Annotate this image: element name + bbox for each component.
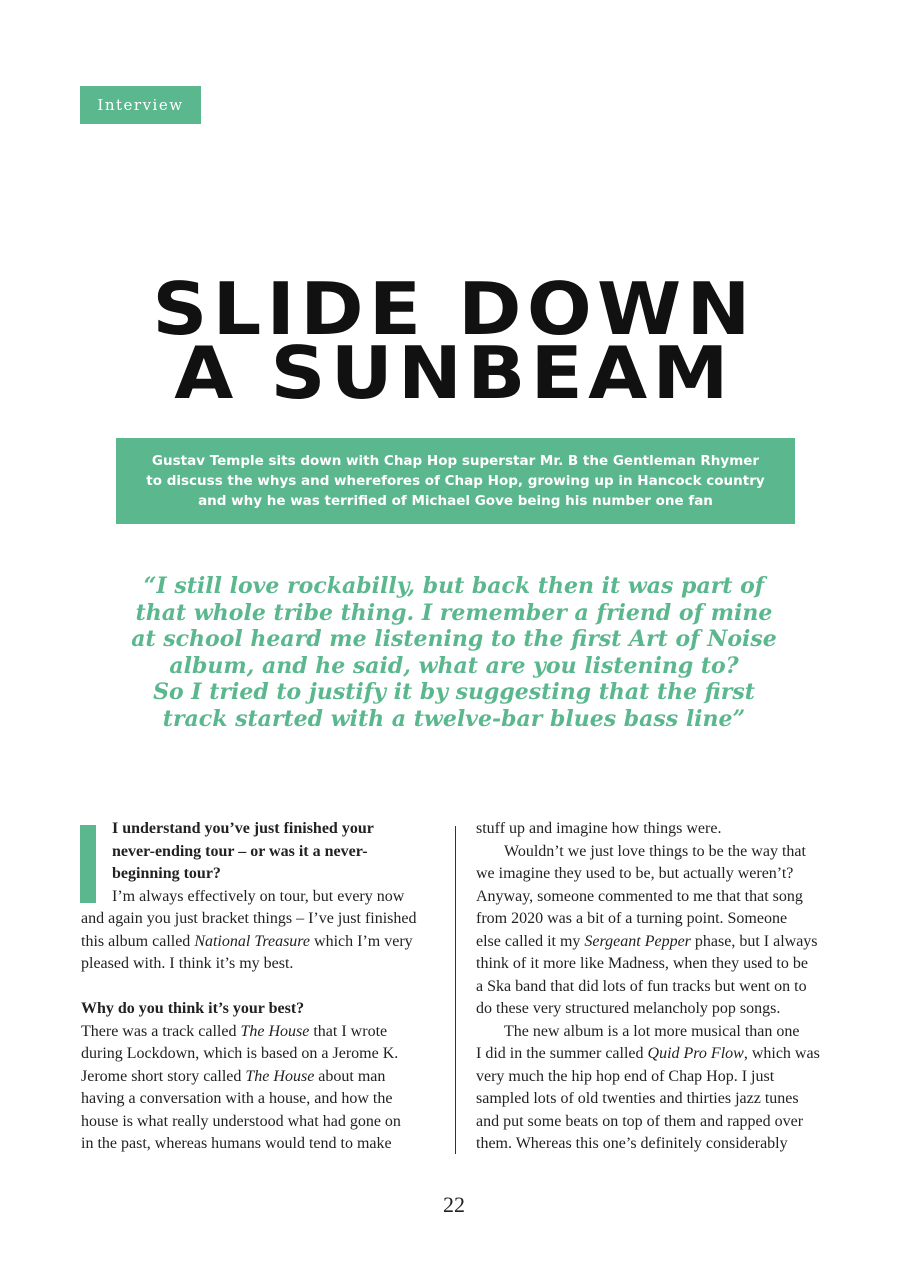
answer-1-line: I’m always effectively on tour, but every now [112,887,405,905]
title-line-1: SLIDE DOWN [152,267,756,351]
story-title: The House [245,1067,315,1085]
page-number: 22 [443,1192,465,1217]
track-title: The House [240,1022,310,1040]
body-line: Anyway, someone commented to me that that song [476,887,803,905]
standfirst-line: to discuss the whys and wherefores of Chap Hop, growing up in Hancock country [146,473,765,489]
text: , which was [743,1045,820,1062]
pull-quote-line: “I still love rockabilly, but back then it was part of [143,573,765,599]
left-column [81,818,431,1156]
pull-quote-line: at school heard me listening to the first Art of Noise [131,626,777,652]
pull-quote-line: So I tried to justify it by suggesting that the first [153,679,755,705]
answer-2-line: house is what really understood what had gone on [81,1112,401,1130]
answer-2-line [81,1066,431,1089]
body-line: stuff up and imagine how things were. [476,820,722,837]
body-line [476,931,828,954]
text: which I’m very [310,932,413,950]
standfirst-line: Gustav Temple sits down with Chap Hop superstar Mr. B the Gentleman Rhymer [151,453,760,469]
pull-quote-line: that whole tribe thing. I remember a friend of mine [135,599,773,626]
standfirst [116,438,795,524]
body-line: sampled lots of old twenties and thirties jazz tunes [476,1090,799,1107]
pull-quote-line: track started with a twelve-bar blues bass line” [162,705,746,732]
text: this album called [81,932,195,950]
right-column [476,818,828,1156]
album-reference: Quid Pro Flow [647,1045,744,1062]
column-divider [455,826,456,1154]
album-reference: Sergeant Pepper [584,932,691,950]
body-line: we imagine they used to be, but actually weren’t? [476,865,794,882]
question-1: never-ending tour – or was it a never- [112,842,368,860]
body-line: very much the hip hop end of Chap Hop. I just [476,1067,775,1085]
answer-2-line: having a conversation with a house, and how the [81,1090,393,1107]
pull-quote-line: album, and he said, what are you listening to? [169,652,739,679]
question-1: I understand you’ve just finished your [112,820,374,837]
body-line: The new album is a lot more musical than one [504,1022,800,1040]
question-1: beginning tour? [112,865,221,882]
text: There was a track called [81,1022,241,1040]
text: I did in the summer called [476,1045,648,1062]
album-title: National Treasure [194,932,311,950]
body-line: and put some beats on top of them and rapped over [476,1112,804,1130]
standfirst-line: and why he was terrified of Michael Gove being his number one fan [198,493,713,509]
answer-1-line: and again you just bracket things – I’ve just finished [81,910,417,927]
body-line: think of it more like Madness, when they used to be [476,955,808,972]
article-title [0,267,908,415]
question-2: Why do you think it’s your best? [81,1000,305,1017]
body-line: them. Whereas this one’s definitely considerably [476,1135,788,1152]
answer-2-line [81,1021,431,1044]
text: phase, but I always [690,932,818,950]
section-tag: Interview [80,86,201,124]
body-line: Wouldn’t we just love things to be the way that [504,842,806,860]
pull-quote [0,573,908,732]
text: Jerome short story called [81,1067,246,1085]
body-line: do these very structured melancholy pop songs. [476,1000,781,1017]
title-line-2: A SUNBEAM [174,331,734,415]
text: about man [314,1067,386,1085]
body-line: a Ska band that did lots of fun tracks but went on to [476,977,807,995]
body-line [476,1043,828,1066]
body-line: from 2020 was a bit of a turning point. Someone [476,910,788,927]
answer-2-line: in the past, whereas humans would tend to make [81,1135,392,1152]
answer-2-line: during Lockdown, which is based on a Jerome K. [81,1045,399,1062]
text: that I wrote [309,1022,388,1040]
answer-1-line: pleased with. I think it’s my best. [81,955,294,972]
answer-1-line [81,931,431,954]
text: else called it my [476,932,585,950]
